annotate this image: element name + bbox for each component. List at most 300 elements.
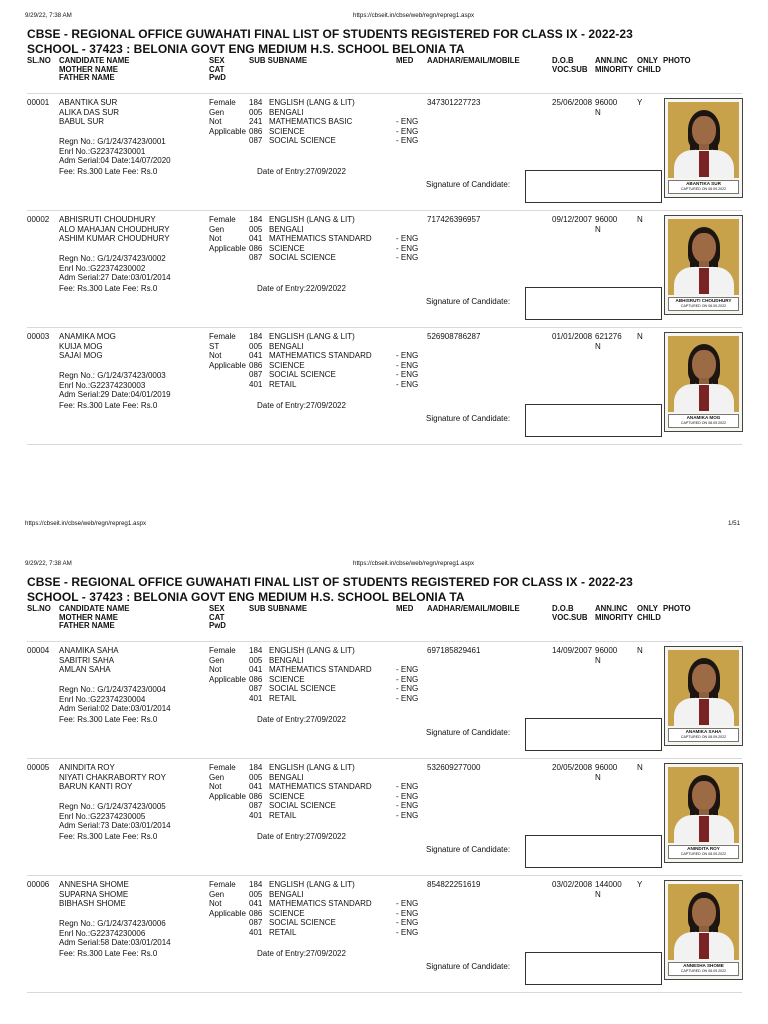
subject-code: 086 (249, 360, 263, 370)
photo-caption (668, 845, 739, 859)
candidate-name: ABANTIKA SUR (59, 98, 118, 107)
subject-medium: - ENG (396, 370, 419, 380)
signature-box (525, 404, 662, 437)
record-rule (27, 210, 742, 211)
regn-no: Regn No.: G/1/24/37423/0004 (59, 685, 166, 694)
subject-medium: - ENG (396, 918, 419, 928)
father-name: ASHIM KUMAR CHOUDHURY (59, 234, 170, 244)
pwd-value-cont: Applicable (209, 243, 246, 253)
signature-label: Signature of Candidate: (426, 180, 511, 189)
portrait-shape (692, 664, 716, 694)
signature-label: Signature of Candidate: (426, 297, 511, 306)
subject-name: ENGLISH (LANG & LIT) (269, 215, 355, 224)
signature-label: Signature of Candidate: (426, 728, 511, 737)
photo-caption-name: ANAMIKA SAHA (685, 729, 722, 734)
col-header-sexcat-1: CAT (209, 612, 225, 622)
date-of-entry: Date of Entry:27/09/2022 (257, 832, 346, 841)
subject-name: SCIENCE (269, 126, 305, 136)
annual-income: 96000 (595, 646, 618, 655)
col-header-photo: PHOTO (663, 56, 691, 65)
portrait-shape (692, 898, 716, 928)
portrait-shape (699, 816, 709, 842)
col-header-anninc-1: MINORITY (595, 612, 634, 622)
col-header-anninc-0: ANN.INC (595, 56, 628, 65)
student-sl-no: 00001 (27, 98, 50, 107)
pwd-value-cont: Applicable (209, 908, 246, 918)
subject-code: 041 (249, 782, 263, 792)
photo-caption (668, 962, 739, 976)
col-header-slno: SL.NO (27, 56, 51, 65)
subject-code: 184 (249, 763, 263, 772)
father-name: BIBHASH SHOME (59, 899, 126, 909)
col-header-sub: SUB SUBNAME (249, 56, 308, 65)
subject-name: SOCIAL SCIENCE (269, 370, 336, 380)
col-header-name-1: MOTHER NAME (59, 612, 118, 622)
print-page-number: 1/51 (728, 520, 741, 527)
sex-value: Female (209, 332, 236, 341)
col-header-photo: PHOTO (663, 604, 691, 613)
subject-code: 005 (249, 341, 263, 351)
candidate-photo (664, 646, 743, 746)
portrait-shape (699, 268, 709, 294)
portrait-image (668, 650, 739, 726)
col-header-name-2: FATHER NAME (59, 73, 115, 83)
print-datetime: 9/29/22, 7:38 AM (25, 560, 72, 567)
minority-flag: N (595, 107, 601, 117)
subject-medium: - ENG (396, 234, 419, 244)
annual-income: 621276 (595, 332, 622, 341)
date-of-birth: 03/02/2008 (552, 880, 593, 889)
subject-name: SCIENCE (269, 791, 305, 801)
subject-code: 087 (249, 684, 263, 694)
subject-medium: - ENG (396, 684, 419, 694)
subject-name: ENGLISH (LANG & LIT) (269, 880, 355, 889)
date-of-entry: Date of Entry:27/09/2022 (257, 949, 346, 958)
pwd-value-cont: Applicable (209, 674, 246, 684)
mother-name: ALIKA DAS SUR (59, 107, 120, 117)
adm-serial: Adm Serial:04 Date:14/07/2020 (59, 156, 171, 166)
subject-code: 087 (249, 370, 263, 380)
subject-medium: - ENG (396, 791, 419, 801)
portrait-image (668, 102, 739, 178)
annual-income: 96000 (595, 98, 618, 107)
col-header-name-1: MOTHER NAME (59, 64, 118, 74)
pwd-value: Not (209, 117, 222, 127)
subject-name: SCIENCE (269, 360, 305, 370)
col-header-only-1: CHILD (637, 64, 661, 74)
enrl-no: Enrl No.:G22374230005 (59, 811, 146, 821)
photo-caption (668, 728, 739, 742)
signature-label: Signature of Candidate: (426, 414, 511, 423)
date-of-birth: 09/12/2007 (552, 215, 593, 224)
photo-caption-name: ANNESHA SHOME (683, 963, 724, 968)
category-value: Gen (209, 224, 225, 234)
subject-code: 401 (249, 694, 263, 703)
minority-flag: N (595, 341, 601, 351)
mother-name: NIYATI CHAKRABORTY ROY (59, 772, 166, 782)
student-sl-no: 00005 (27, 763, 50, 772)
enrl-no: Enrl No.:G22374230001 (59, 146, 146, 156)
subject-name: BENGALI (269, 224, 304, 234)
pwd-value: Not (209, 782, 222, 792)
subject-name: BENGALI (269, 655, 304, 665)
record-rule (27, 875, 742, 876)
only-child-flag: Y (637, 98, 643, 107)
record-rule (27, 992, 742, 993)
photo-caption (668, 180, 739, 194)
print-url[interactable]: https://cbseit.in/cbse/web/regn/repreg1.aspx (353, 560, 475, 567)
only-child-flag: N (637, 763, 643, 772)
mother-name: SUPARNA SHOME (59, 889, 129, 899)
subject-code: 005 (249, 107, 263, 117)
only-child-flag: N (637, 332, 643, 341)
photo-caption-name: ANINDITA ROY (687, 846, 720, 851)
mother-name: ALO MAHAJAN CHOUDHURY (59, 224, 170, 234)
adm-serial: Adm Serial:29 Date:04/01/2019 (59, 390, 171, 400)
print-url[interactable]: https://cbseit.in/cbse/web/regn/repreg1.aspx (353, 12, 475, 19)
subject-code: 086 (249, 243, 263, 253)
signature-box (525, 952, 662, 985)
pwd-value-cont: Applicable (209, 791, 246, 801)
father-name: BARUN KANTI ROY (59, 782, 133, 792)
subject-code: 041 (249, 665, 263, 675)
subject-code: 041 (249, 899, 263, 909)
sex-value: Female (209, 215, 236, 224)
subject-code: 401 (249, 811, 263, 820)
pwd-value: Not (209, 899, 222, 909)
portrait-image (668, 767, 739, 843)
pwd-value-cont: Applicable (209, 126, 246, 136)
student-record (0, 98, 768, 210)
subject-code: 041 (249, 234, 263, 244)
col-header-slno: SL.NO (27, 604, 51, 613)
subject-name: SOCIAL SCIENCE (269, 684, 336, 694)
col-header-aadhar: AADHAR/EMAIL/MOBILE (427, 56, 520, 65)
candidate-photo (664, 332, 743, 432)
date-of-birth: 14/09/2007 (552, 646, 593, 655)
col-header-sub: SUB SUBNAME (249, 604, 308, 613)
pwd-value: Not (209, 234, 222, 244)
regn-no: Regn No.: G/1/24/37423/0001 (59, 137, 166, 146)
father-name: SAJAI MOG (59, 351, 103, 361)
subject-medium: - ENG (396, 665, 419, 675)
student-sl-no: 00003 (27, 332, 50, 341)
portrait-shape (692, 116, 716, 146)
subject-code: 087 (249, 136, 263, 146)
subject-code: 087 (249, 253, 263, 263)
candidate-name: ANAMIKA MOG (59, 332, 116, 341)
subject-name: ENGLISH (LANG & LIT) (269, 763, 355, 772)
col-header-sexcat-1: CAT (209, 64, 225, 74)
subject-medium: - ENG (396, 899, 419, 909)
signature-label: Signature of Candidate: (426, 845, 511, 854)
candidate-name: ANNESHA SHOME (59, 880, 129, 889)
date-of-entry: Date of Entry:27/09/2022 (257, 715, 346, 724)
student-sl-no: 00004 (27, 646, 50, 655)
photo-caption-captured: CAPTURED ON 08.09.2022 (680, 304, 727, 308)
subject-code: 041 (249, 351, 263, 361)
school-title: SCHOOL - 37423 : BELONIA GOVT ENG MEDIUM H.S. SCHOOL BELONIA TA (27, 590, 465, 604)
portrait-shape (699, 385, 709, 411)
student-sl-no: 00006 (27, 880, 50, 889)
subject-medium: - ENG (396, 811, 419, 820)
father-name: AMLAN SAHA (59, 665, 111, 675)
enrl-no: Enrl No.:G22374230006 (59, 928, 146, 938)
date-of-entry: Date of Entry:22/09/2022 (257, 284, 346, 293)
mother-name: SABITRI SAHA (59, 655, 115, 665)
subject-code: 184 (249, 98, 263, 107)
subject-name: MATHEMATICS STANDARD (269, 351, 372, 361)
col-header-dob-1: VOC.SUB (552, 612, 588, 622)
col-header-anninc-0: ANN.INC (595, 604, 628, 613)
signature-label: Signature of Candidate: (426, 962, 511, 971)
aadhar-number: 532609277000 (427, 763, 481, 772)
portrait-image (668, 219, 739, 295)
fee-info: Fee: Rs.300 Late Fee: Rs.0 (59, 401, 158, 410)
category-value: Gen (209, 107, 225, 117)
subject-code: 184 (249, 880, 263, 889)
photo-caption-name: ANAMIKA MOG (686, 415, 721, 420)
annual-income: 144000 (595, 880, 622, 889)
subject-code: 086 (249, 674, 263, 684)
subject-name: RETAIL (269, 380, 297, 389)
subject-name: SCIENCE (269, 243, 305, 253)
annual-income: 96000 (595, 215, 618, 224)
portrait-image (668, 336, 739, 412)
subject-name: ENGLISH (LANG & LIT) (269, 98, 355, 107)
col-header-sexcat-2: PwD (209, 73, 226, 83)
aadhar-number: 526908786287 (427, 332, 481, 341)
subject-code: 184 (249, 646, 263, 655)
col-header-dob-0: D.O.B (552, 604, 574, 613)
signature-box (525, 835, 662, 868)
photo-caption-name: ABHISRUTI CHOUDHURY (675, 298, 732, 303)
subject-code: 401 (249, 928, 263, 937)
only-child-flag: N (637, 646, 643, 655)
col-header-name-0: CANDIDATE NAME (59, 56, 130, 65)
col-header-sexcat-0: SEX (209, 604, 225, 613)
col-header-only-0: ONLY (637, 56, 658, 65)
subject-code: 087 (249, 801, 263, 811)
subject-name: RETAIL (269, 694, 297, 703)
subject-code: 005 (249, 224, 263, 234)
regn-no: Regn No.: G/1/24/37423/0005 (59, 802, 166, 811)
category-value: Gen (209, 655, 225, 665)
subject-name: SOCIAL SCIENCE (269, 918, 336, 928)
subject-name: SOCIAL SCIENCE (269, 801, 336, 811)
col-header-anninc-1: MINORITY (595, 64, 634, 74)
record-rule (27, 758, 742, 759)
subject-medium: - ENG (396, 674, 419, 684)
adm-serial: Adm Serial:27 Date:03/01/2014 (59, 273, 171, 283)
photo-caption-captured: CAPTURED ON 08.09.2022 (680, 969, 727, 973)
photo-caption (668, 414, 739, 428)
candidate-photo (664, 98, 743, 198)
signature-box (525, 287, 662, 320)
record-rule (27, 444, 742, 445)
col-header-dob-0: D.O.B (552, 56, 574, 65)
record-rule (27, 327, 742, 328)
col-header-only-0: ONLY (637, 604, 658, 613)
minority-flag: N (595, 772, 601, 782)
subject-medium: - ENG (396, 360, 419, 370)
print-datetime: 9/29/22, 7:38 AM (25, 12, 72, 19)
date-of-entry: Date of Entry:27/09/2022 (257, 167, 346, 176)
sex-value: Female (209, 880, 236, 889)
enrl-no: Enrl No.:G22374230002 (59, 263, 146, 273)
category-value: Gen (209, 772, 225, 782)
header-rule (27, 93, 742, 94)
mother-name: KUIJA MOG (59, 341, 103, 351)
subject-code: 086 (249, 908, 263, 918)
student-record (0, 880, 768, 992)
candidate-photo (664, 215, 743, 315)
sex-value: Female (209, 98, 236, 107)
col-header-name-0: CANDIDATE NAME (59, 604, 130, 613)
subject-code: 005 (249, 772, 263, 782)
candidate-photo (664, 763, 743, 863)
subject-code: 005 (249, 655, 263, 665)
subject-code: 184 (249, 332, 263, 341)
annual-income: 96000 (595, 763, 618, 772)
photo-caption (668, 297, 739, 311)
aadhar-number: 717426396957 (427, 215, 481, 224)
fee-info: Fee: Rs.300 Late Fee: Rs.0 (59, 832, 158, 841)
category-value: Gen (209, 889, 225, 899)
subject-code: 086 (249, 126, 263, 136)
fee-info: Fee: Rs.300 Late Fee: Rs.0 (59, 949, 158, 958)
col-header-med: MED (396, 56, 414, 65)
subject-code: 087 (249, 918, 263, 928)
col-header-dob-1: VOC.SUB (552, 64, 588, 74)
subject-medium: - ENG (396, 928, 419, 937)
regn-no: Regn No.: G/1/24/37423/0006 (59, 919, 166, 928)
adm-serial: Adm Serial:58 Date:03/01/2014 (59, 938, 171, 948)
portrait-shape (692, 233, 716, 263)
subject-medium: - ENG (396, 126, 419, 136)
col-header-aadhar: AADHAR/EMAIL/MOBILE (427, 604, 520, 613)
subject-medium: - ENG (396, 136, 419, 146)
subject-code: 241 (249, 117, 263, 127)
col-header-sexcat-0: SEX (209, 56, 225, 65)
signature-box (525, 170, 662, 203)
student-record (0, 215, 768, 327)
minority-flag: N (595, 224, 601, 234)
subject-name: MATHEMATICS BASIC (269, 117, 353, 127)
aadhar-number: 347301227723 (427, 98, 481, 107)
portrait-shape (699, 151, 709, 177)
col-header-name-2: FATHER NAME (59, 621, 115, 631)
minority-flag: N (595, 889, 601, 899)
portrait-shape (699, 699, 709, 725)
print-footer-url[interactable]: https://cbseit.in/cbse/web/regn/repreg1.aspx (25, 520, 147, 527)
subject-code: 086 (249, 791, 263, 801)
report-title: CBSE - REGIONAL OFFICE GUWAHATI FINAL LIST OF STUDENTS REGISTERED FOR CLASS IX - 2022-23 (27, 27, 633, 41)
photo-caption-captured: CAPTURED ON 08.09.2022 (680, 852, 727, 856)
subject-name: SOCIAL SCIENCE (269, 136, 336, 146)
student-record (0, 646, 768, 758)
sex-value: Female (209, 763, 236, 772)
subject-medium: - ENG (396, 243, 419, 253)
subject-medium: - ENG (396, 117, 419, 127)
subject-name: BENGALI (269, 772, 304, 782)
subject-name: MATHEMATICS STANDARD (269, 782, 372, 792)
fee-info: Fee: Rs.300 Late Fee: Rs.0 (59, 284, 158, 293)
date-of-birth: 01/01/2008 (552, 332, 593, 341)
pwd-value: Not (209, 665, 222, 675)
candidate-name: ABHISRUTI CHOUDHURY (59, 215, 156, 224)
subject-medium: - ENG (396, 782, 419, 792)
student-record (0, 763, 768, 875)
fee-info: Fee: Rs.300 Late Fee: Rs.0 (59, 167, 158, 176)
subject-name: MATHEMATICS STANDARD (269, 234, 372, 244)
candidate-name: ANINDITA ROY (59, 763, 115, 772)
category-value: ST (209, 341, 220, 351)
subject-medium: - ENG (396, 908, 419, 918)
photo-caption-captured: CAPTURED ON 08.09.2022 (680, 421, 727, 425)
subject-name: MATHEMATICS STANDARD (269, 899, 372, 909)
only-child-flag: N (637, 215, 643, 224)
subject-medium: - ENG (396, 380, 419, 389)
enrl-no: Enrl No.:G22374230003 (59, 380, 146, 390)
col-header-only-1: CHILD (637, 612, 661, 622)
subject-name: MATHEMATICS STANDARD (269, 665, 372, 675)
regn-no: Regn No.: G/1/24/37423/0002 (59, 254, 166, 263)
subject-medium: - ENG (396, 694, 419, 703)
signature-box (525, 718, 662, 751)
father-name: BABUL SUR (59, 117, 105, 127)
school-title: SCHOOL - 37423 : BELONIA GOVT ENG MEDIUM H.S. SCHOOL BELONIA TA (27, 42, 465, 56)
portrait-shape (692, 781, 716, 811)
candidate-name: ANAMIKA SAHA (59, 646, 119, 655)
portrait-shape (692, 350, 716, 380)
fee-info: Fee: Rs.300 Late Fee: Rs.0 (59, 715, 158, 724)
col-header-med: MED (396, 604, 414, 613)
subject-medium: - ENG (396, 351, 419, 361)
date-of-birth: 20/05/2008 (552, 763, 593, 772)
date-of-birth: 25/06/2008 (552, 98, 593, 107)
regn-no: Regn No.: G/1/24/37423/0003 (59, 371, 166, 380)
sex-value: Female (209, 646, 236, 655)
col-header-sexcat-2: PwD (209, 621, 226, 631)
adm-serial: Adm Serial:02 Date:03/01/2014 (59, 704, 171, 714)
adm-serial: Adm Serial:73 Date:03/01/2014 (59, 821, 171, 831)
header-rule (27, 641, 742, 642)
subject-name: RETAIL (269, 928, 297, 937)
subject-code: 005 (249, 889, 263, 899)
minority-flag: N (595, 655, 601, 665)
aadhar-number: 697185829461 (427, 646, 481, 655)
portrait-image (668, 884, 739, 960)
subject-code: 401 (249, 380, 263, 389)
subject-name: SOCIAL SCIENCE (269, 253, 336, 263)
student-sl-no: 00002 (27, 215, 50, 224)
subject-code: 184 (249, 215, 263, 224)
subject-name: BENGALI (269, 341, 304, 351)
only-child-flag: Y (637, 880, 643, 889)
subject-name: BENGALI (269, 889, 304, 899)
print-page-2 (0, 548, 768, 1024)
aadhar-number: 854822251619 (427, 880, 481, 889)
student-record (0, 332, 768, 444)
subject-medium: - ENG (396, 801, 419, 811)
subject-name: ENGLISH (LANG & LIT) (269, 646, 355, 655)
photo-caption-captured: CAPTURED ON 08.09.2022 (680, 735, 727, 739)
subject-name: ENGLISH (LANG & LIT) (269, 332, 355, 341)
enrl-no: Enrl No.:G22374230004 (59, 694, 146, 704)
portrait-shape (699, 933, 709, 959)
photo-caption-captured: CAPTURED ON 08.09.2022 (680, 187, 727, 191)
